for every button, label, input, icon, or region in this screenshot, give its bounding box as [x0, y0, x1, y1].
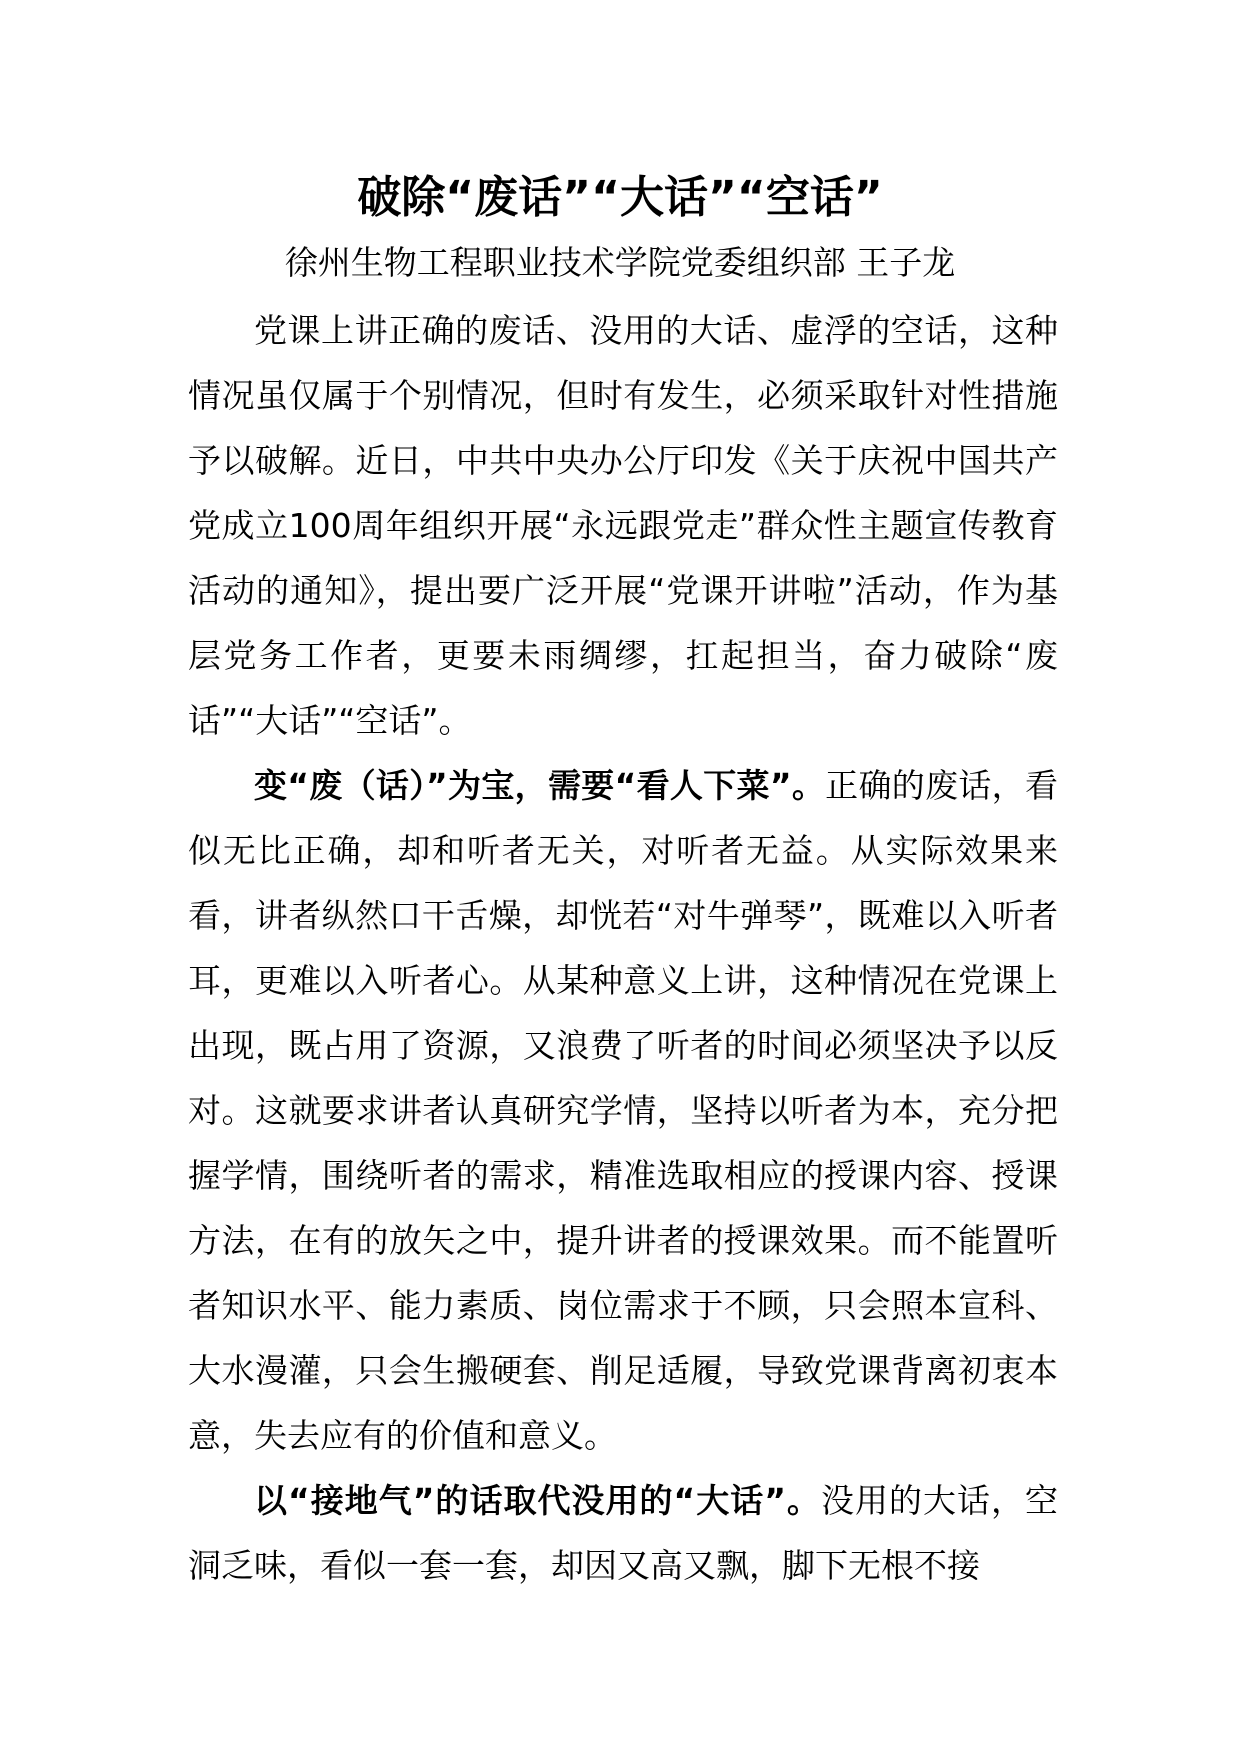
- author-byline: 徐州生物工程职业技术学院党委组织部 王子龙: [284, 243, 956, 282]
- section-heading: 以“接地气”的话取代没用的“大话”。: [254, 1481, 821, 1520]
- paragraph-text: 没用的大话，空洞乏味，看似一套一套，却因又高又飘，脚下无根不接: [188, 1481, 1058, 1585]
- article-body: [188, 298, 1058, 1598]
- section-heading: 变“废（话）”为宝，需要“看人下菜”。: [254, 766, 826, 805]
- paragraph-text: 党课上讲正确的废话、没用的大话、虚浮的空话，这种情况虽仅属于个别情况，但时有发生，必须采取针对性措施予以破解。近日，中共中央办公厅印发《关于庆祝中国共产党成立100周年组织开展“永远跟党走”群众性主题宣传教育活动的通知》，提出要广泛开展“党课开讲啦”活动，作为基层党务工作者，更要未雨绸缪，扛起担当，奋力破除“废话”“大话”“空话”。: [188, 311, 1058, 740]
- paragraph-section-1: [188, 753, 1058, 1468]
- paragraph-intro: [188, 298, 1058, 753]
- document-title: 破除“废话”“大话”“空话”: [357, 172, 883, 223]
- paragraph-section-2: [188, 1468, 1058, 1598]
- paragraph-text: 正确的废话，看似无比正确，却和听者无关，对听者无益。从实际效果来看，讲者纵然口干舌燥，却恍若“对牛弹琴”，既难以入听者耳，更难以入听者心。从某种意义上讲，这种情况在党课上出现，既占用了资源，又浪费了听者的时间必须坚决予以反对。这就要求讲者认真研究学情，坚持以听者为本，充分把握学情，围绕听者的需求，精准选取相应的授课内容、授课方法，在有的放矢之中，提升讲者的授课效果。而不能置听者知识水平、能力素质、岗位需求于不顾，只会照本宣科、大水漫灌，只会生搬硬套、削足适履，导致党课背离初衷本意，失去应有的价值和意义。: [188, 766, 1058, 1455]
